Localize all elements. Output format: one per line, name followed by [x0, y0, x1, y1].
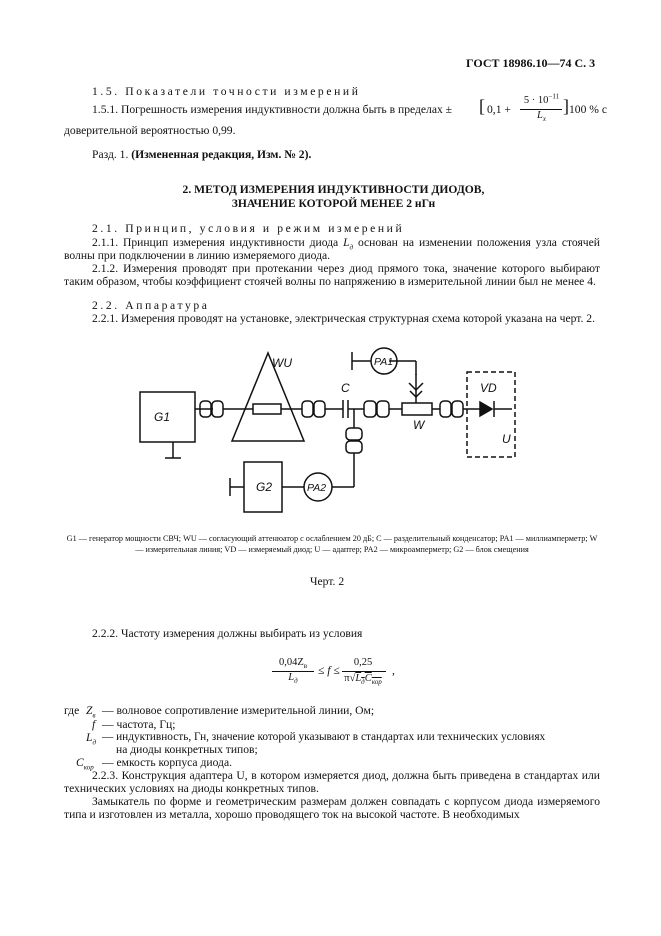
section-2-title-1: 2. МЕТОД ИЗМЕРЕНИЯ ИНДУКТИВНОСТИ ДИОДОВ,: [182, 183, 485, 196]
measuring-line-w: [402, 374, 440, 415]
def-f-text: — частота, Гц;: [102, 718, 176, 731]
def-ckor-text: — емкость корпуса диода.: [102, 756, 232, 769]
label-c: C: [341, 381, 350, 395]
formula-den-sub: x: [542, 115, 546, 124]
formula-den: L: [537, 110, 543, 121]
capacitor-c: [343, 400, 348, 418]
diagram-caption: G1 — генератор мощности СВЧ; WU — согласующий аттенюатор с ослаблением 20 дБ; C — разделительный конденсатор; PA1 — миллиамперметр; W — измерительная линия; VD — измеряемый диод; U — адаптер; PA2 — микроамперметр; G2 — блок смещения: [66, 534, 598, 554]
def-zv-sym: $Z_в$: [86, 704, 96, 720]
para-1-5-1-text: 1.5.1. Погрешность измерения индуктивности должна быть в пределах ±: [92, 103, 453, 116]
def-zv-text: — волновое сопротивление измерительной линии, Ом;: [102, 704, 375, 717]
def-ld-text-cont: на диоды конкретных типов;: [116, 743, 258, 756]
para-last: Замыкатель по форме и геометрическим размерам должен совпадать с корпусом диода измеряемого типа и изготовлен из металла, хорошо проводящего ток на высокой частоте. В необходимых: [64, 795, 600, 821]
label-wu: WU: [272, 356, 292, 370]
para-2-2-1: 2.2.1. Измерения проводят на установке, электрическая структурная схема которой указана на черт. 2.: [92, 312, 595, 325]
para-2-2-3: 2.2.3. Конструкция адаптера U, в котором измеряется диод, должна быть приведена в стандартах или технических условиях на диоды конкретных типов.: [64, 769, 600, 795]
def-ld-sym: $L_д$: [86, 731, 96, 747]
para-2-1-2: 2.1.2. Измерения проводят при протекании через диод прямого тока, значение которого выбирают таким образом, чтобы коэффициент стоячей волны по напряжению в измерительной линии был не менее 4.: [64, 262, 600, 288]
label-pa2: PA2: [307, 482, 327, 494]
def-f-sym: f: [92, 718, 96, 731]
where-label: где: [64, 704, 80, 717]
formula-tail: 100 % с: [569, 103, 607, 116]
para-2-1-1: 2.1.1. Принцип измерения индуктивности диода $L_д$ основан на изменении положения узла стоячей волны при подключении в линию измеряемого диода.: [64, 236, 600, 262]
def-ld-text: — индуктивность, Гн, значение которой указывают в стандартах или технических условиях: [102, 731, 546, 743]
para-1-5-1-end: доверительной вероятностью 0,99.: [64, 124, 236, 137]
formula-a: 0,1 +: [487, 103, 511, 116]
heading-1-5: 1.5. Показатели точности измерений: [92, 85, 361, 98]
coupler-3: [364, 401, 389, 417]
para-2-2-2: 2.2.2. Частоту измерения должны выбирать из условия: [92, 627, 363, 640]
label-g1: G1: [154, 410, 171, 424]
label-u: U: [502, 432, 511, 446]
label-w: W: [413, 418, 425, 432]
heading-2-2: 2.2. Аппаратура: [92, 299, 210, 312]
razd-bold: (Измененная редакция, Изм. № 2).: [131, 148, 312, 161]
diode-vd: [480, 401, 512, 417]
heading-2-1: 2.1. Принцип, условия и режим измерений: [92, 222, 405, 235]
page-header: ГОСТ 18986.10—74 С. 3: [466, 56, 596, 70]
formula-num: 5 · 10: [523, 95, 549, 106]
label-vd: VD: [480, 381, 497, 395]
section-2-title-2: ЗНАЧЕНИЕ КОТОРОЙ МЕНЕЕ 2 нГн: [231, 197, 436, 210]
coupler-2: [302, 401, 325, 417]
label-pa1: PA1: [374, 356, 394, 368]
figure-label: Черт. 2: [310, 575, 345, 588]
coupler-5: [346, 428, 362, 453]
label-g2: G2: [256, 480, 273, 494]
razd-prefix: Разд. 1.: [92, 148, 129, 161]
def-ckor-sym: $C_{кор}$: [76, 756, 94, 772]
formula-num-exp: −11: [548, 92, 560, 101]
coupler-4: [440, 401, 463, 417]
